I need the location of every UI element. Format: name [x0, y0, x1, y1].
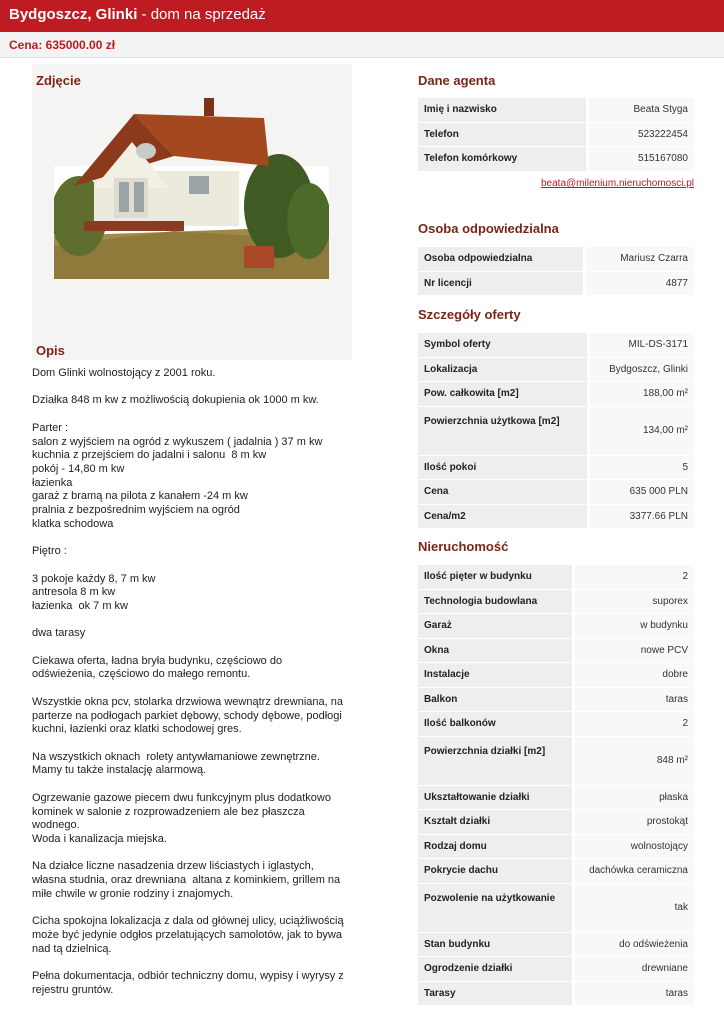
row-label: Instalacje: [418, 663, 575, 688]
photo-title: Zdjęcie: [36, 73, 81, 88]
row-value: 848 m²: [575, 737, 694, 786]
row-value: Mariusz Czarra: [586, 247, 694, 272]
table-row: [418, 565, 694, 590]
table-row: [418, 786, 694, 811]
row-label: Ilość pokoi: [418, 456, 590, 481]
responsible-table: [418, 247, 694, 296]
table-row: [418, 933, 694, 958]
row-value: taras: [575, 688, 694, 713]
table-row: [418, 982, 694, 1007]
agent-email: [418, 178, 694, 189]
photo-panel: [32, 64, 352, 344]
row-value: drewniane: [575, 957, 694, 982]
row-value: taras: [575, 982, 694, 1007]
property-title: Nieruchomość: [418, 539, 509, 554]
row-value: 4877: [586, 272, 694, 297]
row-value: 523222454: [589, 123, 694, 148]
table-row: [418, 614, 694, 639]
row-label: Stan budynku: [418, 933, 575, 958]
row-label: Ilość pięter w budynku: [418, 565, 575, 590]
row-value: tak: [575, 884, 694, 933]
row-label: Lokalizacja: [418, 358, 590, 383]
table-row: [418, 859, 694, 884]
row-value: 2: [575, 712, 694, 737]
offer-table: [418, 333, 694, 529]
table-row: [418, 663, 694, 688]
row-value: 515167080: [589, 147, 694, 172]
row-value: 188,00 m²: [590, 382, 694, 407]
header-city: Bydgoszcz, Glinki: [9, 6, 138, 23]
table-row: [418, 456, 694, 481]
property-table: [418, 565, 694, 1006]
offer-title: Szczegóły oferty: [418, 307, 521, 322]
description-title: Opis: [36, 343, 65, 358]
row-label: Pozwolenie na użytkowanie: [418, 884, 575, 933]
table-row: [418, 810, 694, 835]
row-value: do odświeżenia: [575, 933, 694, 958]
row-value: 2: [575, 565, 694, 590]
row-label: Ogrodzenie działki: [418, 957, 575, 982]
row-label: Powierzchnia użytkowa [m2]: [418, 407, 590, 456]
row-value: MIL-DS-3171: [590, 333, 694, 358]
row-label: Kształt działki: [418, 810, 575, 835]
row-value: 134,00 m²: [590, 407, 694, 456]
row-value: prostokąt: [575, 810, 694, 835]
row-label: Tarasy: [418, 982, 575, 1007]
row-label: Garaż: [418, 614, 575, 639]
row-label: Symbol oferty: [418, 333, 590, 358]
price-line: Cena: 635000.00 zł: [0, 32, 724, 58]
table-row: [418, 98, 694, 123]
row-value: 5: [590, 456, 694, 481]
row-label: Telefon: [418, 123, 589, 148]
row-label: Rodzaj domu: [418, 835, 575, 860]
table-row: [418, 737, 694, 786]
description-header: [32, 342, 352, 360]
table-row: [418, 505, 694, 530]
table-row: [418, 147, 694, 172]
row-label: Ilość balkonów: [418, 712, 575, 737]
house-photo[interactable]: [54, 96, 329, 279]
table-row: [418, 407, 694, 456]
table-row: [418, 333, 694, 358]
agent-table: [418, 98, 694, 172]
table-row: [418, 884, 694, 933]
agent-email-link[interactable]: beata@milenium.nieruchomosci.pl: [541, 178, 694, 189]
row-value: wolnostojący: [575, 835, 694, 860]
row-value: 3377.66 PLN: [590, 505, 694, 530]
row-value: dachówka ceramiczna: [575, 859, 694, 884]
row-label: Ukształtowanie działki: [418, 786, 575, 811]
row-label: Balkon: [418, 688, 575, 713]
row-label: Pokrycie dachu: [418, 859, 575, 884]
table-row: [418, 480, 694, 505]
table-row: [418, 688, 694, 713]
table-row: [418, 123, 694, 148]
table-row: [418, 590, 694, 615]
table-row: [418, 358, 694, 383]
page-header: [0, 0, 724, 32]
row-label: Cena/m2: [418, 505, 590, 530]
table-row: [418, 272, 694, 297]
agent-title: Dane agenta: [418, 73, 496, 88]
row-value: suporex: [575, 590, 694, 615]
table-row: [418, 957, 694, 982]
table-row: [418, 712, 694, 737]
row-label: Osoba odpowiedzialna: [418, 247, 586, 272]
row-value: dobre: [575, 663, 694, 688]
row-value: Bydgoszcz, Glinki: [590, 358, 694, 383]
row-label: Okna: [418, 639, 575, 664]
row-label: Cena: [418, 480, 590, 505]
row-value: nowe PCV: [575, 639, 694, 664]
header-suffix: - dom na sprzedaż: [137, 6, 266, 23]
row-label: Imię i nazwisko: [418, 98, 589, 123]
table-row: [418, 382, 694, 407]
description-text: Dom Glinki wolnostojący z 2001 roku. Działka 848 m kw z możliwością dokupienia ok 1000 m kw. Parter : salon z wyjściem na ogród z wykuszem ( jadalnia ) 37 m kw kuchnia z przejściem do jadalni i salonu 8 m kw pokój - 14,80 m kw łazienka garaż z bramą na pilota z kanałem -24 m kw pralnia z bezpośrednim wyjściem na ogród klatka schodowa Piętro : 3 pokoje każdy 8, 7 m kw antresola 8 m kw łazienka ok 7 m kw dwa tarasy Ciekawa oferta, ładna bryła budynku, częściowo do odświeżenia, częściowo do małego remontu. Wszystkie okna pcv, stolarka drzwiowa wewnątrz drewniana, na parterze na podłogach parkiet dębowy, schody dębowe, podłogi kuchni, łazienki oraz klatki schodowej gres. Na wszystkich oknach rolety antywłamaniowe zewnętrzne. Mamy tu także instalację alarmową. Ogrzewanie gazowe piecem dwu funkcyjnym plus dodatkowo kominek w salonie z rozprowadzeniem ale bez płaszcza wodnego. Woda i kanalizacja miejska. Na działce liczne nasadzenia drzew liściastych i iglastych, własna studnia, oraz drewniana altana z kominkiem, grillem na miłe chwile w gronie rodziny i znajomych. Cicha spokojna lokalizacja z dala od głównej ulicy, uciążliwością może być jedynie odgłos przelatujących samolotów, jak to bywa nad tą dzielnicą. Pełna dokumentacja, odbiór techniczny domu, wypisy i wyrysy z rejestru gruntów.: [32, 367, 344, 996]
row-label: Telefon komórkowy: [418, 147, 589, 172]
row-label: Nr licencji: [418, 272, 586, 297]
responsible-title: Osoba odpowiedzialna: [418, 221, 559, 236]
row-value: Beata Styga: [589, 98, 694, 123]
table-row: [418, 835, 694, 860]
row-value: 635 000 PLN: [590, 480, 694, 505]
table-row: [418, 639, 694, 664]
row-label: Powierzchnia działki [m2]: [418, 737, 575, 786]
row-label: Pow. całkowita [m2]: [418, 382, 590, 407]
table-row: [418, 247, 694, 272]
row-value: płaska: [575, 786, 694, 811]
row-label: Technologia budowlana: [418, 590, 575, 615]
row-value: w budynku: [575, 614, 694, 639]
